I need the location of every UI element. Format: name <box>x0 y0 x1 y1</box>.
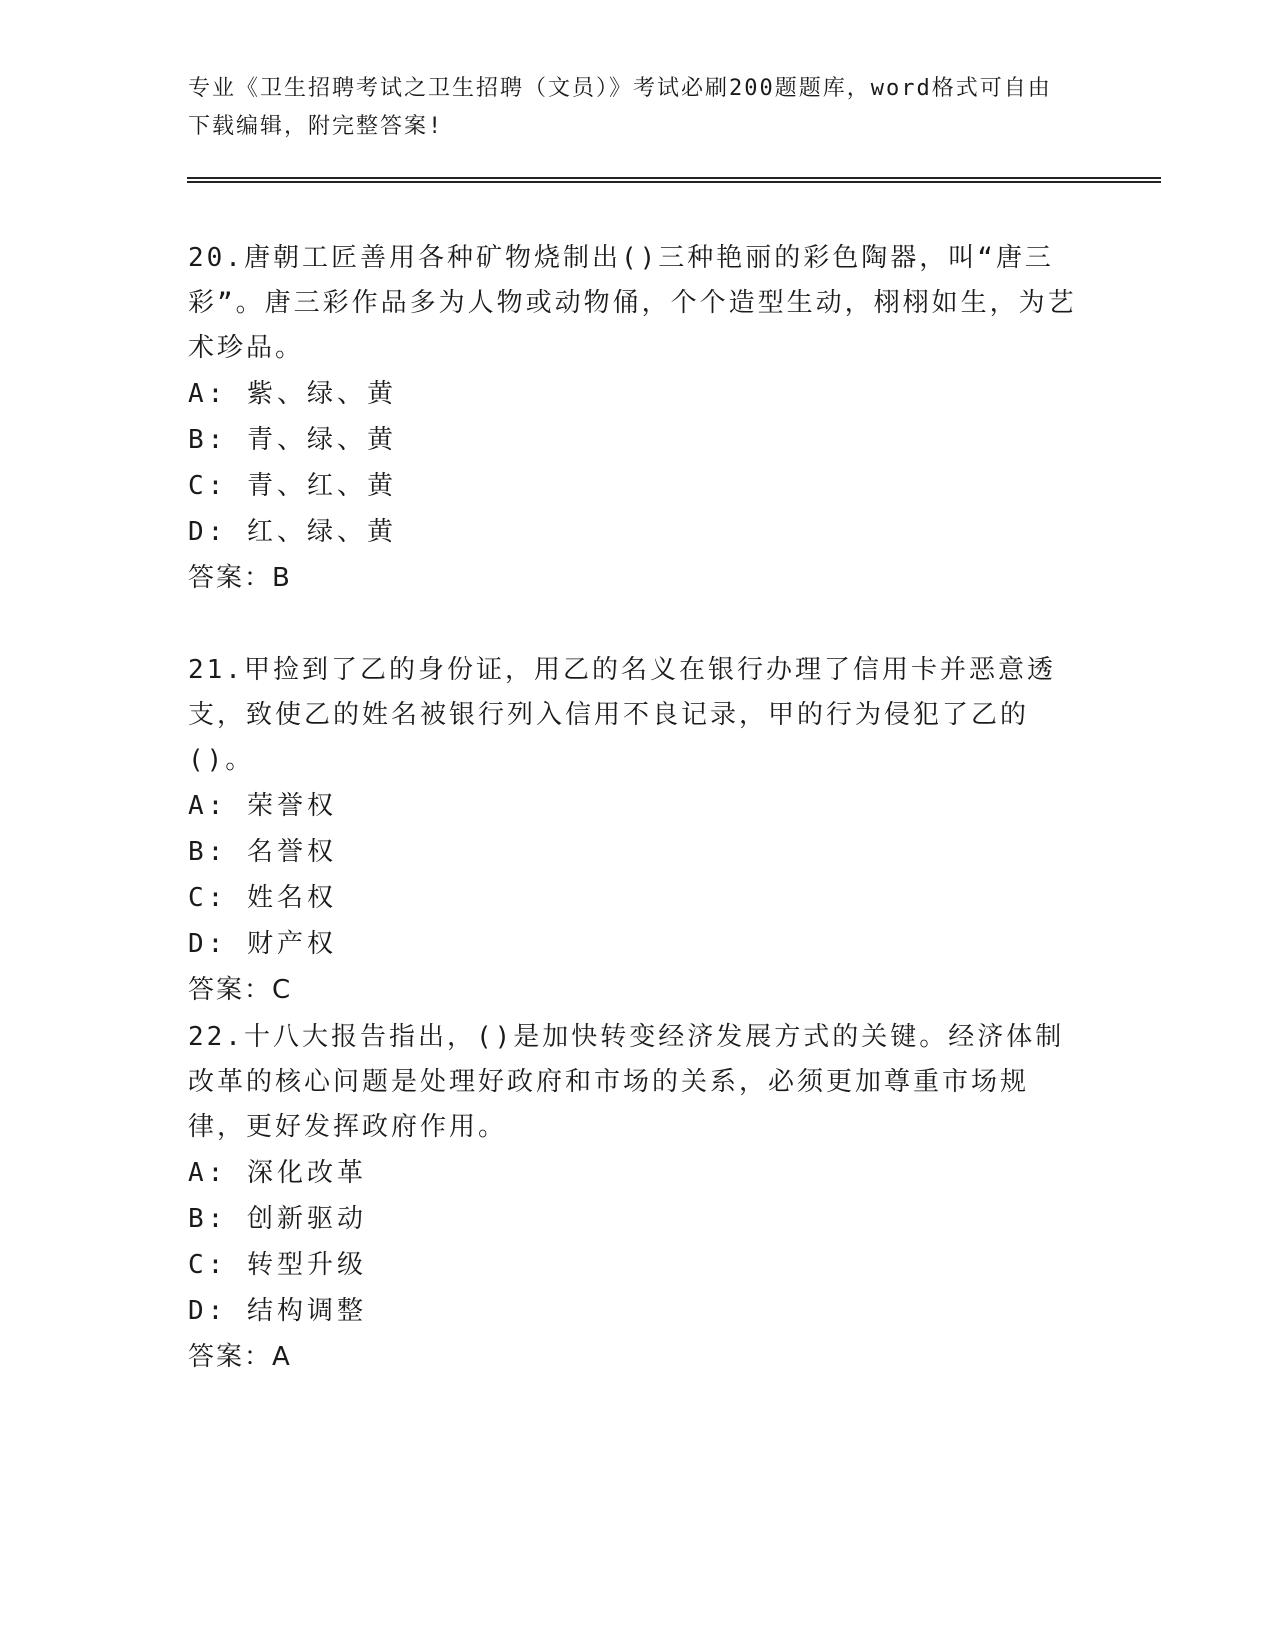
option-c: C: 转型升级 <box>188 1250 367 1280</box>
option-list <box>188 371 1088 555</box>
document-header: 专业《卫生招聘考试之卫生招聘（文员）》考试必刷200题题库，word格式可自由下载编辑，附完整答案! <box>188 76 1052 139</box>
option-a: A: 紫、绿、黄 <box>188 379 397 409</box>
option-b: B: 创新驱动 <box>188 1204 367 1234</box>
option-b: B: 青、绿、黄 <box>188 425 397 455</box>
question-text: 21.甲捡到了乙的身份证，用乙的名义在银行办理了信用卡并恶意透支，致使乙的姓名被银行列入信用不良记录，甲的行为侵犯了乙的()。 <box>188 655 1056 775</box>
answer: 答案：A <box>188 1342 292 1372</box>
option-d: D: 结构调整 <box>188 1296 367 1326</box>
question-text: 22.十八大报告指出，()是加快转变经济发展方式的关键。经济体制改革的核心问题是处理好政府和市场的关系，必须更加尊重市场规律，更好发挥政府作用。 <box>188 1022 1065 1142</box>
option-b: B: 名誉权 <box>188 837 337 867</box>
answer: 答案：B <box>188 563 292 593</box>
option-c: C: 青、红、黄 <box>188 471 397 501</box>
question-text: 20.唐朝工匠善用各种矿物烧制出()三种艳丽的彩色陶器，叫“唐三彩”。唐三彩作品多为人物或动物俑，个个造型生动，栩栩如生，为艺术珍品。 <box>188 243 1077 363</box>
option-d: D: 财产权 <box>188 929 337 959</box>
option-list <box>188 783 1088 967</box>
header-divider <box>187 177 1161 183</box>
option-a: A: 深化改革 <box>188 1158 367 1188</box>
option-d: D: 红、绿、黄 <box>188 517 397 547</box>
option-c: C: 姓名权 <box>188 883 337 913</box>
question-20 <box>188 236 1088 601</box>
option-list <box>188 1150 1088 1334</box>
option-a: A: 荣誉权 <box>188 791 337 821</box>
question-21 <box>188 648 1088 1013</box>
answer: 答案：C <box>188 975 293 1005</box>
question-22 <box>188 1015 1088 1380</box>
